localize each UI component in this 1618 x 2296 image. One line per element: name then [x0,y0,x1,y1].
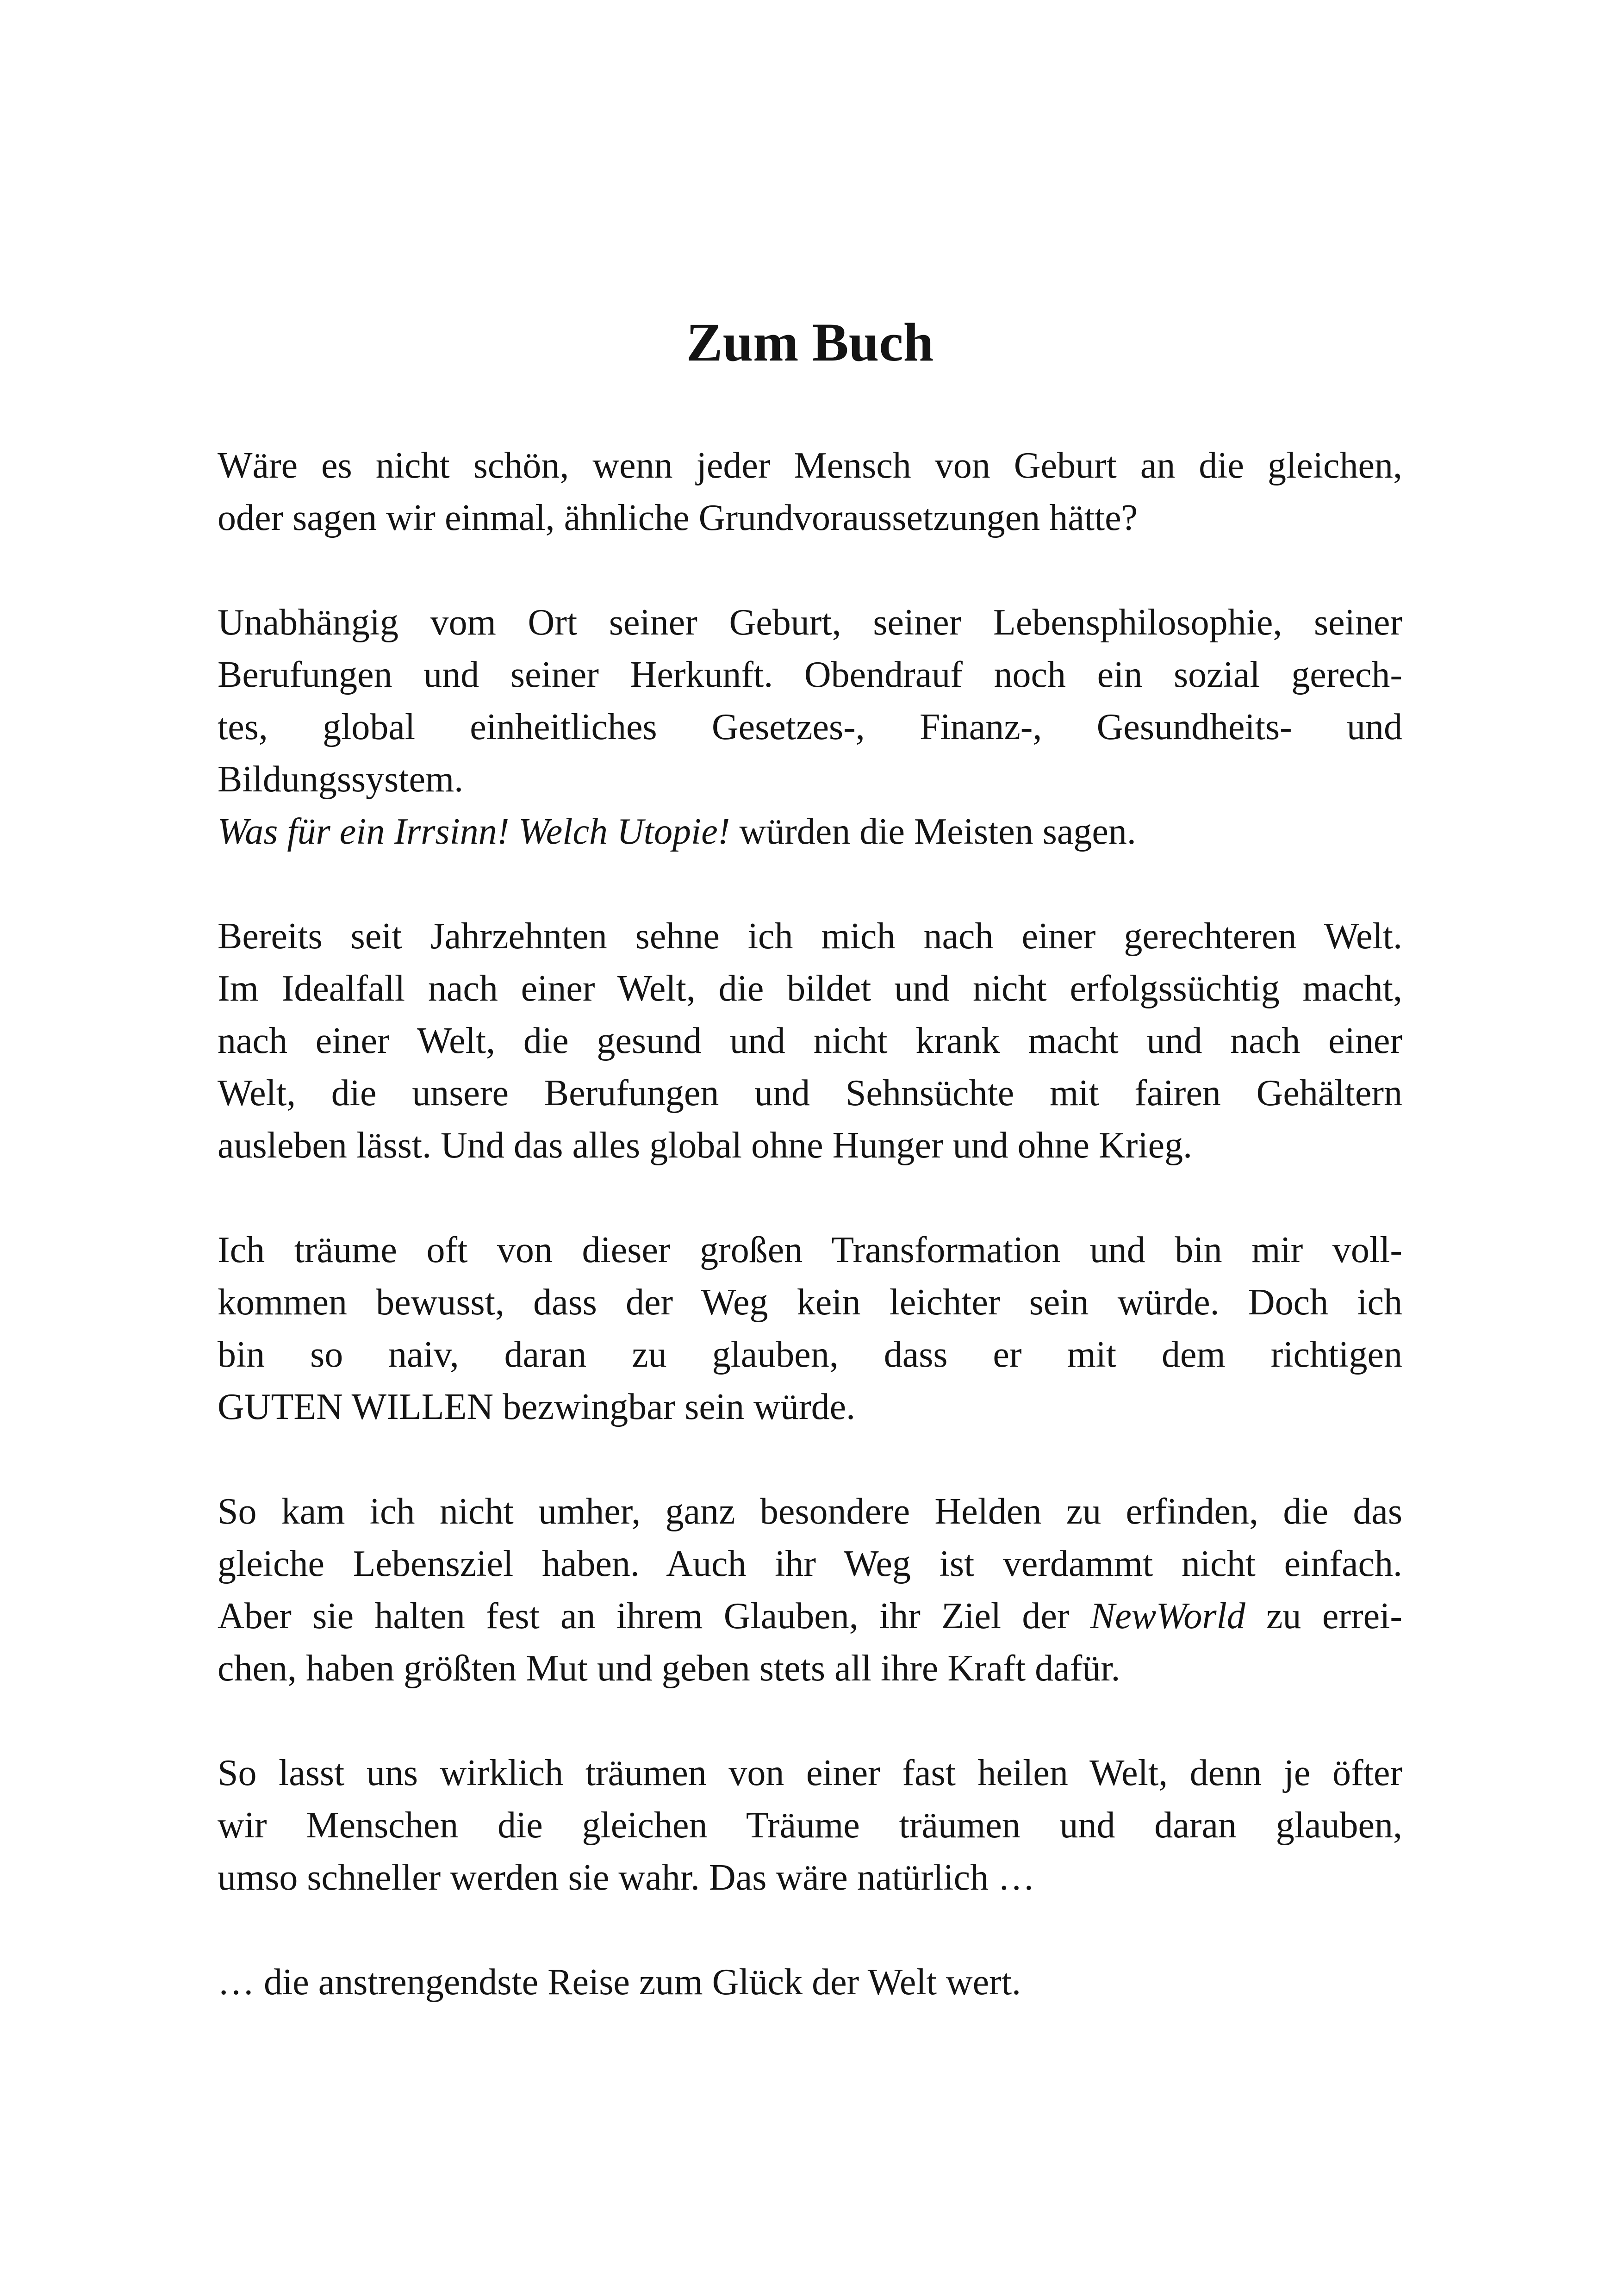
text-line: Welt, die unsere Berufungen und Sehnsüchte mit fairen Gehältern [218,1073,1402,1114]
text-line: tes, global einheitliches Gesetzes-, Finanz-, Gesundheits- und [218,707,1402,747]
text-line: oder sagen wir einmal, ähnliche Grundvoraussetzungen hätte? [218,498,1138,538]
page-title: Zum Buch [686,312,934,373]
italic-phrase: Was für ein Irrsinn! Welch Utopie! [218,811,730,852]
text-line: umso schneller werden sie wahr. Das wäre natürlich … [218,1857,1035,1898]
text-line [218,806,1402,858]
text-line: bin so naiv, daran zu glauben, dass er mit dem richtigen [218,1334,1402,1375]
text-line: So lasst uns wirklich träumen von einer fast heilen Welt, denn je öfter [218,1753,1402,1793]
text-line [218,1590,1402,1643]
text-line: … die anstrengendste Reise zum Glück der Welt wert. [218,1962,1021,2003]
text-line: Bildungssystem. [218,759,464,800]
paragraph-4 [218,1224,1402,1433]
text-line: ausleben lässt. Und das alles global ohne Hunger und ohne Krieg. [218,1125,1193,1166]
text-line: Wäre es nicht schön, wenn jeder Mensch von Geburt an die gleichen, [218,445,1402,486]
text-line: nach einer Welt, die gesund und nicht krank macht und nach einer [218,1020,1402,1061]
text-line: Bereits seit Jahrzehnten sehne ich mich nach einer gerechteren Welt. [218,916,1402,957]
text-line: chen, haben größten Mut und geben stets all ihre Kraft dafür. [218,1648,1120,1689]
paragraph-1 [218,440,1402,544]
text-line: So kam ich nicht umher, ganz besondere Helden zu erfinden, die das [218,1491,1402,1532]
text-line: Ich träume oft von dieser großen Transformation und bin mir voll- [218,1230,1402,1270]
paragraph-2 [218,597,1402,858]
text-segment: Aber sie halten fest an ihrem Glauben, ihr Ziel der [218,1596,1090,1636]
italic-phrase: NewWorld [1090,1596,1245,1636]
text-segment: würden die Meisten sagen. [730,811,1136,852]
body-text [218,440,1402,2061]
text-line: Unabhängig vom Ort seiner Geburt, seiner Lebensphilosophie, seiner [218,602,1402,643]
paragraph-6 [218,1747,1402,1904]
text-line: Im Idealfall nach einer Welt, die bildet und nicht erfolgssüchtig macht, [218,968,1402,1009]
paragraph-3 [218,910,1402,1172]
text-line: Berufungen und seiner Herkunft. Obendrauf noch ein sozial gerech- [218,654,1402,695]
text-line: wir Menschen die gleichen Träume träumen und daran glauben, [218,1805,1402,1846]
text-line: GUTEN WILLEN bezwingbar sein würde. [218,1387,856,1427]
paragraph-7 [218,1956,1402,2009]
book-page [218,0,1402,2296]
text-segment: zu errei- [1245,1596,1403,1636]
paragraph-5 [218,1486,1402,1695]
text-line: gleiche Lebensziel haben. Auch ihr Weg ist verdammt nicht einfach. [218,1543,1402,1584]
text-line: kommen bewusst, dass der Weg kein leichter sein würde. Doch ich [218,1282,1402,1323]
